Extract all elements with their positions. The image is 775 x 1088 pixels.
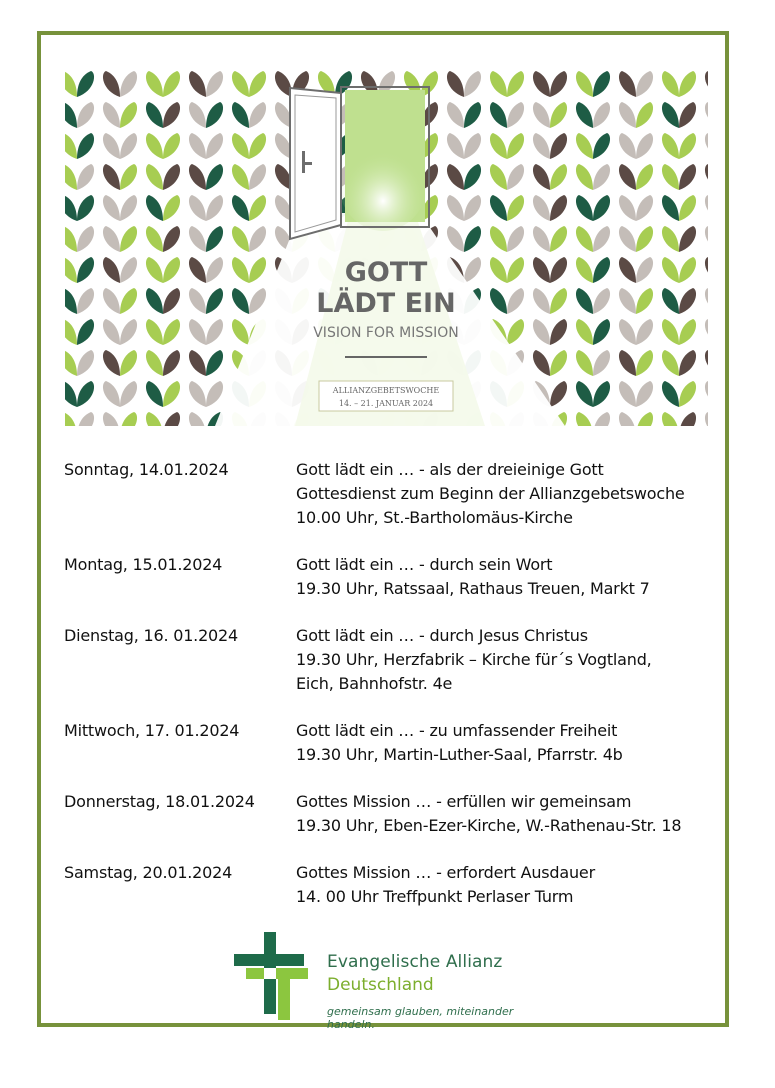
event-item: [64, 458, 724, 530]
logo-line1: Evangelische Allianz: [327, 952, 503, 972]
event-detail: Gottesdienst zum Beginn der Allianzgebetswoche: [296, 484, 685, 503]
event-detail: 10.00 Uhr, St.-Bartholomäus-Kirche: [296, 508, 573, 527]
event-banner: [65, 63, 708, 426]
badge-line1: ALLIANZGEBETSWOCHE: [332, 386, 440, 395]
event-detail: Eich, Bahnhofstr. 4e: [296, 674, 453, 693]
event-title: Gott lädt ein … - zu umfassender Freiheit: [296, 721, 618, 740]
event-title: Gottes Mission … - erfordert Ausdauer: [296, 863, 595, 882]
banner-subtitle: VISION FOR MISSION: [313, 325, 459, 341]
event-date: Mittwoch, 17. 01.2024: [64, 721, 240, 740]
event-detail: 19.30 Uhr, Eben-Ezer-Kirche, W.-Rathenau-Str. 18: [296, 816, 682, 835]
event-item: [64, 624, 724, 696]
door-icon: [290, 88, 341, 239]
event-item: [64, 790, 724, 838]
event-date: Montag, 15.01.2024: [64, 555, 223, 574]
event-title: Gott lädt ein … - durch sein Wort: [296, 555, 553, 574]
event-title: Gott lädt ein … - als der dreieinige Gott: [296, 460, 604, 479]
event-detail: 19.30 Uhr, Martin-Luther-Saal, Pfarrstr. 4b: [296, 745, 623, 764]
event-date: Dienstag, 16. 01.2024: [64, 626, 238, 645]
cross-logo-icon: [232, 930, 312, 1020]
badge-line2: 14. – 21. JANUAR 2024: [338, 399, 434, 408]
event-item: [64, 861, 724, 909]
event-item: [64, 719, 724, 767]
banner-title-line2: LÄDT EIN: [316, 288, 456, 319]
event-detail: 19.30 Uhr, Ratssaal, Rathaus Treuen, Markt 7: [296, 579, 650, 598]
event-date: Sonntag, 14.01.2024: [64, 460, 229, 479]
event-item: [64, 553, 724, 601]
event-detail: 19.30 Uhr, Herzfabrik – Kirche für´s Vogtland,: [296, 650, 652, 669]
event-title: Gott lädt ein … - durch Jesus Christus: [296, 626, 588, 645]
logo-slogan: gemeinsam glauben, miteinander handeln.: [327, 1005, 514, 1031]
event-detail: 14. 00 Uhr Treffpunkt Perlaser Turm: [296, 887, 574, 906]
logo-line2: Deutschland: [327, 975, 434, 995]
banner-title-line1: GOTT: [344, 257, 428, 288]
event-date: Samstag, 20.01.2024: [64, 863, 233, 882]
event-date: Donnerstag, 18.01.2024: [64, 792, 255, 811]
event-title: Gottes Mission … - erfüllen wir gemeinsam: [296, 792, 632, 811]
organization-logo: [232, 930, 562, 1031]
event-list: [64, 458, 724, 932]
